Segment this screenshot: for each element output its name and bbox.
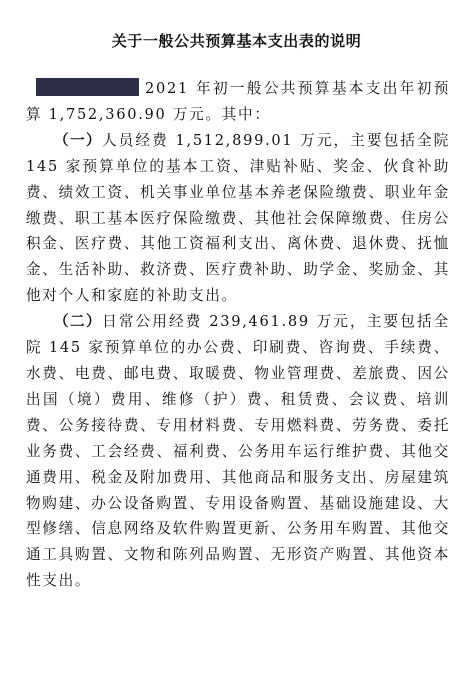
document-title: 关于一般公共预算基本支出表的说明 bbox=[111, 32, 362, 50]
document-body bbox=[26, 76, 450, 594]
redacted-block bbox=[36, 78, 139, 96]
section-text-operating: 日常公用经费 239,461.89 万元，主要包括全院 145 家预算单位的办公费、印刷费、咨询费、手续费、水费、电费、邮电费、取暖费、物业管理费、差旅费、因公出国（境）费用、维修（护）费、租赁费、会议费、培训费、公务接待费、专用材料费、专用燃料费、劳务费、委托业务费、工会经费、福利费、公务用车运行维护费、其他交通费用、税金及附加费用、其他商品和服务支出、房屋建筑物购建、办公设备购置、专用设备购置、基础设施建设、大型修缮、信息网络及软件购置更新、公务用车购置、其他交通工具购置、文物和陈列品购置、无形资产购置、其他资本性支出。 bbox=[26, 313, 450, 590]
intro-text: 2021 年初一般公共预算基本支出年初预算 1,752,360.90 万元。其中： bbox=[26, 80, 450, 123]
section-text-personnel: 人员经费 1,512,899.01 万元，主要包括全院 145 家预算单位的基本工资、津贴补贴、奖金、伙食补助费、绩效工资、机关事业单位基本养老保险缴费、职业年金缴费、职工基本医疗保险缴费、其他社会保障缴费、住房公积金、医疗费、其他工资福利支出、离休费、退休费、抚恤金、生活补助、救济费、医疗费补助、助学金、奖励金、其他对个人和家庭的补助支出。 bbox=[26, 131, 450, 305]
section-operating bbox=[26, 309, 450, 594]
section-label-operating: （二） bbox=[54, 313, 103, 331]
section-label-personnel: （一） bbox=[54, 131, 102, 149]
intro-paragraph bbox=[26, 76, 450, 128]
section-personnel bbox=[26, 128, 450, 309]
